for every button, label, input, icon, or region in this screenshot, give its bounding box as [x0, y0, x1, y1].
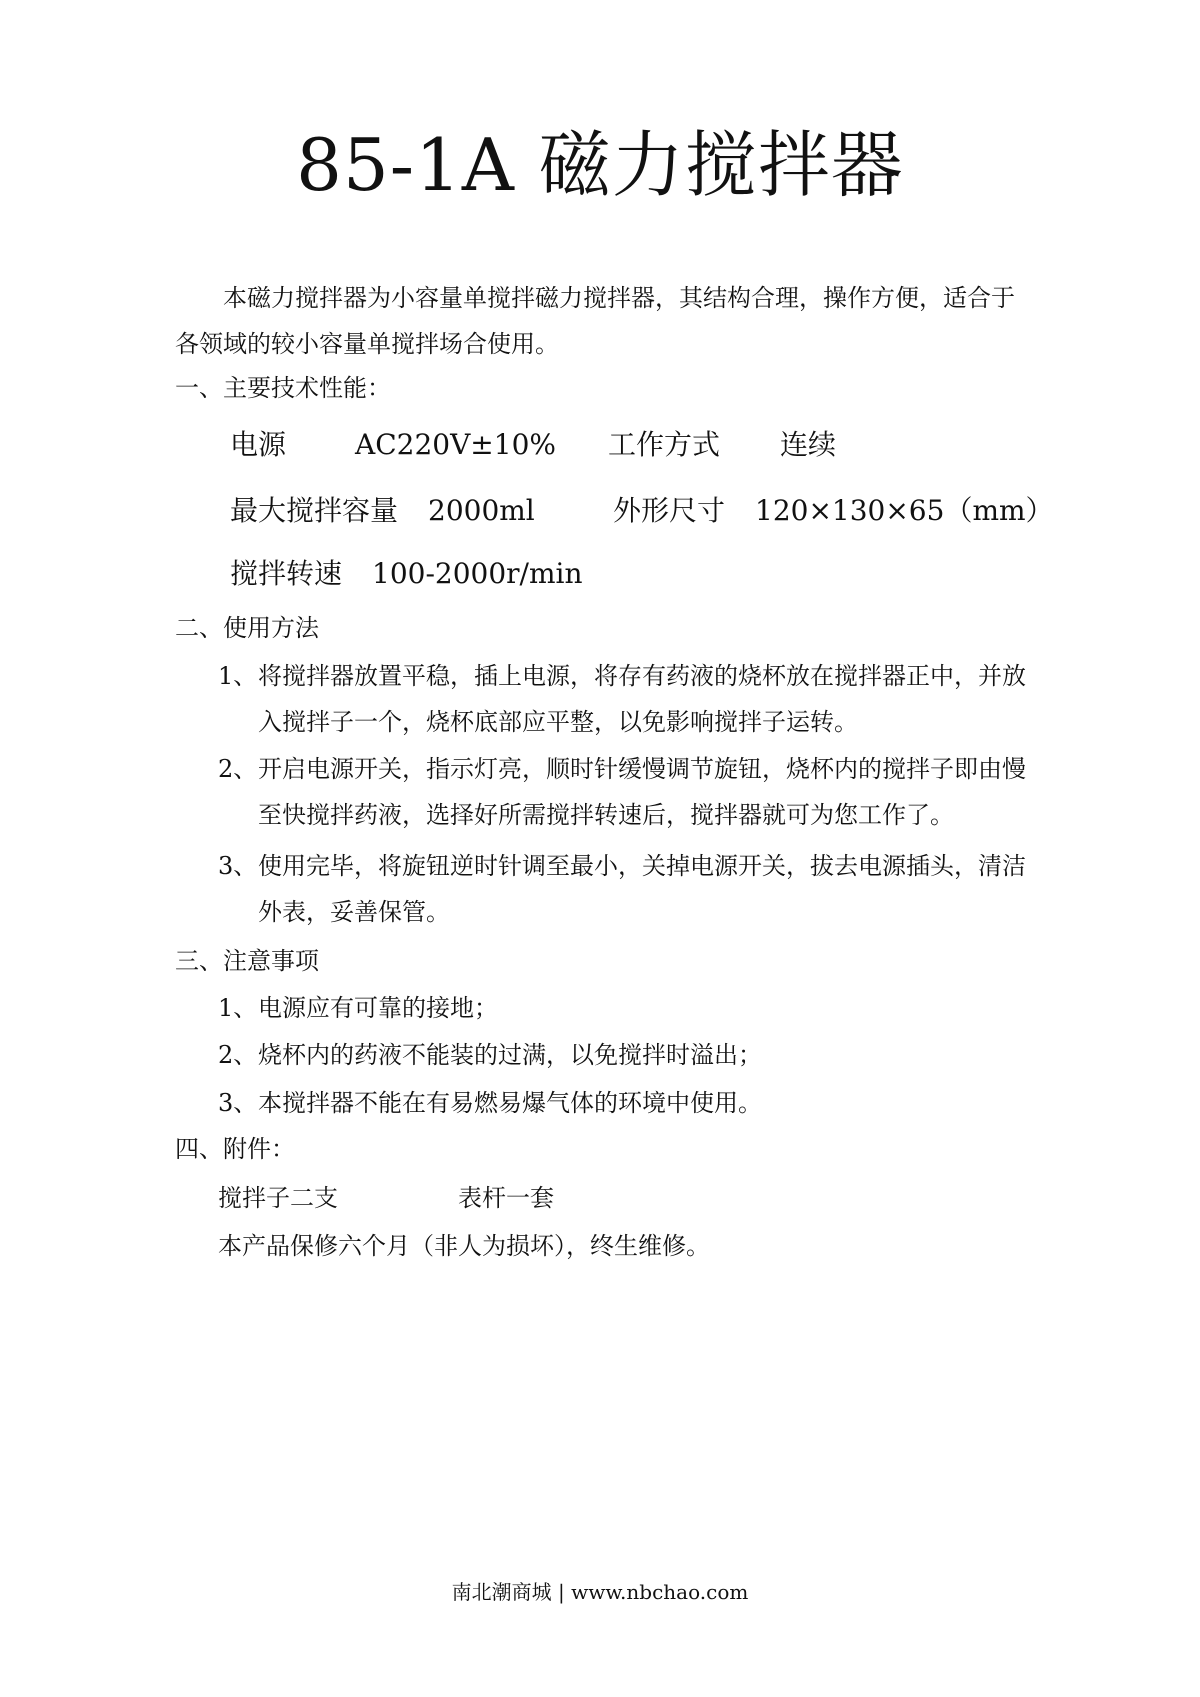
spec-power-value: AC220V±10%	[355, 428, 557, 461]
caution-item	[218, 985, 1038, 1031]
spec-mode-value: 连续	[780, 428, 837, 461]
section-heading-accessories: 四、附件：	[175, 1135, 295, 1163]
spec-mode-label: 工作方式	[608, 428, 721, 461]
spec-speed-value: 100-2000r/min	[372, 557, 583, 590]
section-heading-usage: 二、使用方法	[175, 614, 319, 642]
usage-item-text: 将搅拌器放置平稳，插上电源，将存有药液的烧杯放在搅拌器正中，并放入搅拌子一个，烧杯底部应平整，以免影响搅拌子运转。	[258, 662, 1026, 736]
spec-speed-label: 搅拌转速	[230, 557, 343, 590]
intro-text: 本磁力搅拌器为小容量单搅拌磁力搅拌器，其结构合理，操作方便，适合于各领域的较小容量单搅拌场合使用。	[175, 284, 1015, 358]
accessory-rod-set: 表杆一套	[458, 1184, 554, 1212]
usage-item-number: 1、	[218, 662, 258, 690]
page-footer: 南北潮商城 | www.nbchao.com	[451, 1580, 749, 1604]
section-heading-cautions: 三、注意事项	[175, 947, 319, 975]
usage-item-text: 开启电源开关，指示灯亮，顺时针缓慢调节旋钮，烧杯内的搅拌子即由慢至快搅拌药液，选择好所需搅拌转速后，搅拌器就可为您工作了。	[258, 755, 1026, 829]
caution-item-text: 电源应有可靠的接地；	[258, 994, 498, 1022]
caution-item	[218, 1032, 1038, 1078]
usage-item-number: 2、	[218, 755, 258, 783]
caution-item-number: 1、	[218, 994, 258, 1022]
caution-item-number: 2、	[218, 1041, 258, 1069]
intro-paragraph	[175, 275, 1035, 367]
spec-capacity-label: 最大搅拌容量	[230, 494, 399, 527]
usage-item	[218, 746, 1038, 838]
spec-size-label: 外形尺寸	[613, 494, 726, 527]
caution-item-text: 烧杯内的药液不能装的过满，以免搅拌时溢出；	[258, 1041, 762, 1069]
caution-item-text: 本搅拌器不能在有易燃易爆气体的环境中使用。	[258, 1089, 762, 1117]
usage-item	[218, 843, 1038, 935]
caution-item-number: 3、	[218, 1089, 258, 1117]
spec-capacity-value: 2000ml	[428, 494, 535, 527]
section-heading-specs: 一、主要技术性能：	[175, 374, 391, 402]
usage-item	[218, 653, 1038, 745]
caution-item	[218, 1080, 1038, 1126]
spec-power-label: 电源	[230, 428, 287, 461]
warranty-note: 本产品保修六个月（非人为损坏），终生维修。	[218, 1232, 710, 1260]
accessory-stir-bars: 搅拌子二支	[218, 1184, 338, 1212]
usage-item-number: 3、	[218, 852, 258, 880]
page-title: 85-1A 磁力搅拌器	[296, 123, 904, 207]
usage-item-text: 使用完毕，将旋钮逆时针调至最小，关掉电源开关，拔去电源插头，清洁外表，妥善保管。	[258, 852, 1026, 926]
spec-size-value: 120×130×65（mm）	[755, 494, 1054, 527]
